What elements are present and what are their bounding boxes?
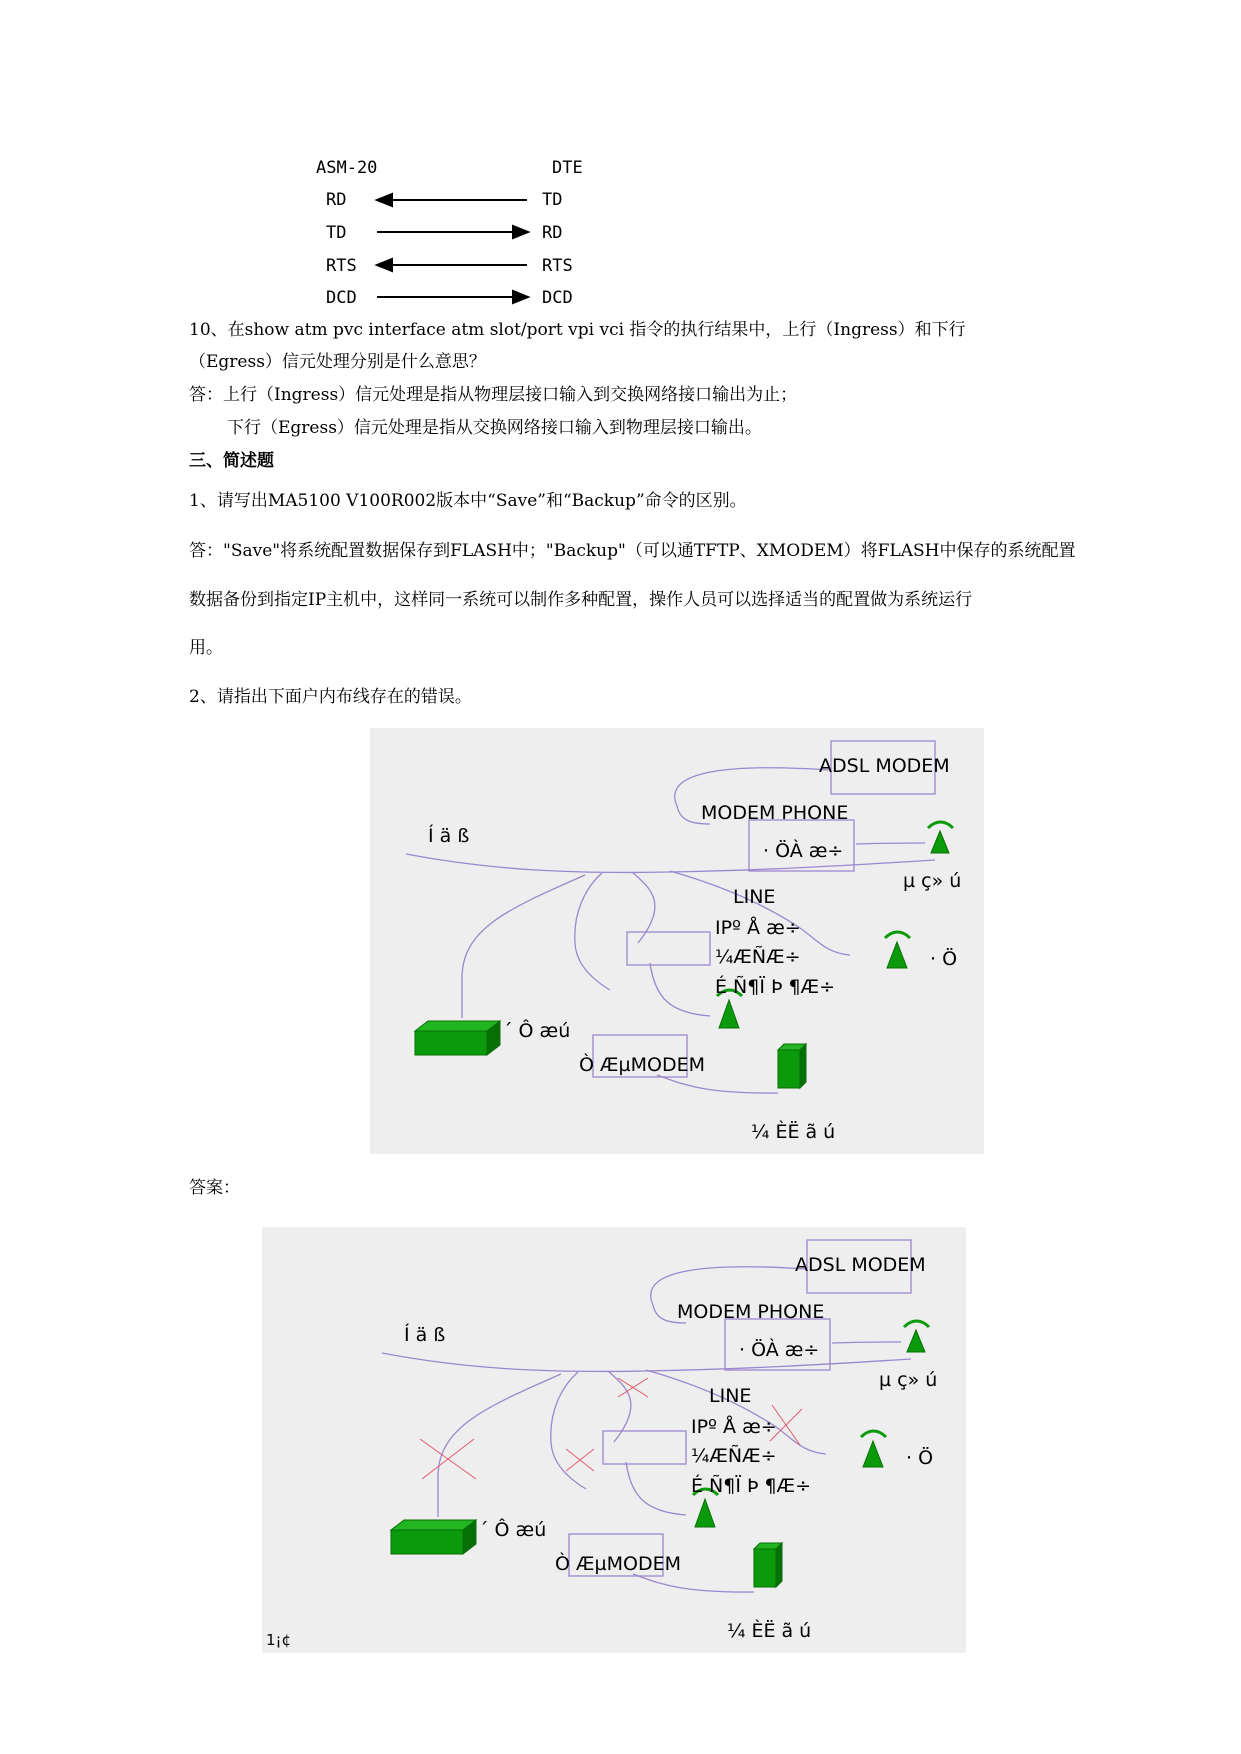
figure-background [370,728,984,1154]
q10-line1: 10、在show atm pvc interface atm slot/port vpi vci 指令的执行结果中，上行（Ingress）和下行 [189,320,966,340]
label-adsl-modem: ADSL MODEM [819,755,950,777]
label-incoming: Í ä ß [428,825,470,847]
s3-a1-line2: 数据备份到指定IP主机中，这样同一系统可以制作多种配置，操作人员可以选择适当的配置做为系统运行 [189,590,973,610]
computer-icon [415,1021,500,1055]
pin-right-2: RD [542,223,563,243]
label-line: LINE [709,1385,752,1407]
label-socket2: ¼ÆÑÆ÷ [715,946,801,968]
fax-icon [754,1543,782,1587]
label-other-modem: Ò ÆµMODEM [555,1553,681,1575]
s3-a1-line1: 答："Save"将系统配置数据保存到FLASH中；"Backup"（可以通TFTP、XMODEM）将FLASH中保存的系统配置 [189,541,1076,561]
dte-header: DTE [552,158,583,178]
label-modem-phone: MODEM PHONE [701,802,849,824]
q10-answer1: 答：上行（Ingress）信元处理是指从物理层接口输入到交换网络接口输出为止； [189,385,798,405]
pin-right-3: RTS [542,256,573,276]
label-modem-phone: MODEM PHONE [677,1301,825,1323]
label-phone-right: µ ç» ú [879,1369,938,1391]
label-line: LINE [733,886,776,908]
label-fax: ¼ ÈË ã ú [727,1620,812,1642]
label-adsl-modem: ADSL MODEM [795,1254,926,1276]
s3-q2: 2、请指出下面户内布线存在的错误。 [189,687,472,707]
label-incoming: Í ä ß [404,1324,446,1346]
wiring-figure-question [370,728,984,1154]
label-other-modem: Ò ÆµMODEM [579,1054,705,1076]
pin-left-3: RTS [326,256,357,276]
arrowhead-right-4 [513,291,528,303]
label-socket2: ¼ÆÑÆ÷ [691,1445,777,1467]
label-splitter: · ÖÀ æ÷ [763,840,844,862]
computer-icon [391,1520,476,1554]
arrowhead-left-3 [377,259,392,271]
pin-right-4: DCD [542,288,573,308]
label-ext-phone: · Ö [906,1447,934,1469]
pin-arrows [0,0,1241,320]
q10-line2: （Egress）信元处理分别是什么意思？ [189,352,486,372]
pin-left-2: TD [326,223,347,243]
fax-icon [778,1044,806,1088]
q10-answer2: 下行（Egress）信元处理是指从交换网络接口输入到物理层接口输出。 [227,418,762,438]
figure-background [262,1227,966,1653]
label-computer: ´ Ô æú [479,1519,547,1541]
label-ext-phone: · Ö [930,948,958,970]
asm20-header: ASM-20 [316,158,378,178]
answer-label: 答案： [189,1178,240,1198]
s3-q1: 1、请写出MA5100 V100R002版本中“Save”和“Backup”命令的区别。 [189,491,747,511]
figure-footnote: 1¡¢ [266,1631,292,1649]
arrowhead-left-1 [377,194,392,206]
pin-left-1: RD [326,190,347,210]
label-phone-right: µ ç» ú [903,870,962,892]
wiring-figure-answer [262,1227,966,1653]
arrowhead-right-2 [513,226,528,238]
pin-left-4: DCD [326,288,357,308]
label-socket1: IPº Å æ÷ [715,917,801,939]
label-computer: ´ Ô æú [503,1020,571,1042]
label-socket3: É Ñ¶Ï Þ ¶Æ÷ [715,976,836,998]
s3-a1-line3: 用。 [189,638,223,658]
label-splitter: · ÖÀ æ÷ [739,1339,820,1361]
label-socket3: É Ñ¶Ï Þ ¶Æ÷ [691,1475,812,1497]
pin-right-1: TD [542,190,563,210]
label-fax: ¼ ÈË ã ú [751,1121,836,1143]
label-socket1: IPº Å æ÷ [691,1416,777,1438]
section3-title: 三、简述题 [189,451,274,471]
